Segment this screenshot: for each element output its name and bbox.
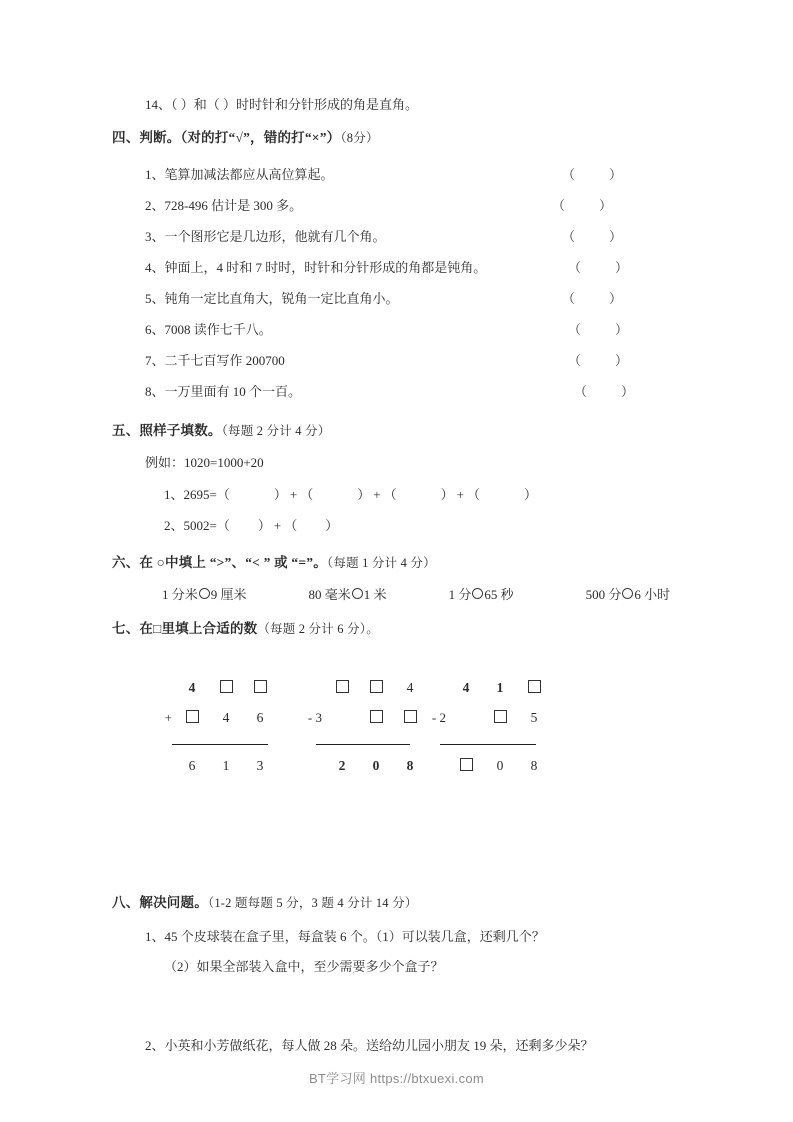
vertical-problem xyxy=(150,673,277,781)
digit: 0 xyxy=(372,758,380,773)
section-4-heading xyxy=(112,128,682,148)
result-row xyxy=(300,751,427,781)
section-6-title: 六、在 ○中填上 “>”、“< ” 或 “=”。 xyxy=(112,554,327,570)
operator-spacer xyxy=(300,680,325,696)
word-problem: （2）如果全部装入盒中，至少需要多少个盒子？ xyxy=(164,958,444,974)
decomposition-row xyxy=(112,485,682,505)
section-7-heading xyxy=(112,619,682,639)
blank-box[interactable] xyxy=(175,710,209,726)
true-false-item xyxy=(112,190,682,221)
blank-box[interactable] xyxy=(209,680,243,696)
section-7-title: 七、在□里填上合适的数 xyxy=(112,620,258,636)
comparison-item xyxy=(449,584,514,603)
blank-box-shape xyxy=(494,710,507,723)
answer-bracket[interactable]: ） xyxy=(615,352,629,368)
true-false-item xyxy=(112,221,682,252)
answer-bracket[interactable]: （ xyxy=(568,259,582,275)
word-problems xyxy=(112,927,682,1056)
answer-bracket[interactable]: （ xyxy=(562,228,576,244)
operator: - 2 xyxy=(431,710,446,725)
decomposition-row xyxy=(112,516,682,536)
answer-bracket[interactable]: （ xyxy=(562,166,576,182)
calculation-rule xyxy=(440,744,536,745)
section-5-points: （每题 2 分计 4 分） xyxy=(221,423,331,438)
digit: 5 xyxy=(530,710,538,725)
blank-box-shape xyxy=(460,758,473,771)
vertical-calculations xyxy=(112,673,682,793)
blank-box[interactable] xyxy=(359,680,393,696)
blank-box-shape xyxy=(528,680,541,693)
true-false-text: 8、一万里面有 10 个一百。 xyxy=(145,383,302,399)
true-false-item xyxy=(112,314,682,345)
word-problem: 2、小英和小芳做纸花，每人做 28 朵。送给幼儿园小朋友 19 朵，还剩多少朵？ xyxy=(145,1038,594,1054)
comparison-item xyxy=(162,584,247,603)
result-row xyxy=(150,751,277,781)
true-false-text: 4、钟面上，4 时和 7 时时，时针和分针形成的角都是钝角。 xyxy=(145,259,487,275)
section-6-points: （每题 1 分计 4 分） xyxy=(326,555,436,570)
blank-box[interactable] xyxy=(243,680,277,696)
blank-paren[interactable]: （ ） xyxy=(216,518,271,533)
true-false-text: 1、笔算加减法都应从高位算起。 xyxy=(145,166,334,182)
true-false-item xyxy=(112,283,682,314)
answer-bracket[interactable]: ） xyxy=(609,290,623,306)
blank-box[interactable] xyxy=(517,680,551,696)
digit: 6 xyxy=(256,710,264,725)
decomposition-expression: 2、5002= xyxy=(164,518,217,533)
blank-box[interactable] xyxy=(359,710,393,726)
section-4-title: 四、判断。（对的打“√”，错的打“×”） xyxy=(112,129,341,145)
blank-box[interactable] xyxy=(483,710,517,726)
blank-box[interactable] xyxy=(449,758,483,774)
section-5-rows xyxy=(112,485,682,536)
true-false-item xyxy=(112,345,682,376)
answer-bracket[interactable]: ） xyxy=(599,197,613,213)
true-false-text: 3、一个图形它是几边形，他就有几个角。 xyxy=(145,228,386,244)
blank-paren[interactable]: （ ） xyxy=(466,486,537,502)
blank-box[interactable] xyxy=(393,710,427,726)
section-8-title: 八、解决问题。 xyxy=(112,895,208,910)
true-false-text: 6、7008 读作七千八。 xyxy=(145,321,272,337)
section-5-title: 五、照样子填数。 xyxy=(112,422,222,438)
vertical-problem xyxy=(424,673,551,781)
operand-row-bottom xyxy=(424,703,551,733)
operator-spacer xyxy=(424,758,449,774)
answer-bracket[interactable]: ） xyxy=(621,383,635,399)
blank-paren[interactable]: （ ） xyxy=(216,486,287,502)
blank-paren[interactable]: （ ） xyxy=(383,486,454,502)
operator-spacer xyxy=(150,680,175,696)
comparison-right: 6 小时 xyxy=(634,586,671,602)
operator: + xyxy=(164,710,172,725)
comparison-left: 80 毫米 xyxy=(308,586,351,602)
section-8-heading xyxy=(112,893,682,913)
section-7-points: （每题 2 分计 6 分）。 xyxy=(257,621,379,636)
comparison-right: 65 秒 xyxy=(484,586,514,602)
comparison-item xyxy=(309,584,387,603)
blank-box-shape xyxy=(370,680,383,693)
comparison-left: 1 分 xyxy=(448,586,472,602)
question-14: 14、（ ）和（ ）时时针和分针形成的角是直角。 xyxy=(145,97,419,112)
answer-bracket[interactable]: （ xyxy=(552,197,566,213)
section-4-points: （8分） xyxy=(340,130,379,145)
comparison-right: 9 厘米 xyxy=(210,586,247,602)
digit: 4 xyxy=(406,680,414,695)
answer-bracket[interactable]: （ xyxy=(574,383,588,399)
true-false-text: 7、二千七百写作 200700 xyxy=(145,352,285,368)
true-false-item xyxy=(112,376,682,407)
digit: 0 xyxy=(496,758,504,773)
digit: 1 xyxy=(496,680,504,695)
digit: 4 xyxy=(222,710,230,725)
footer-watermark: BT学习网 https://btxuexi.com xyxy=(308,1071,485,1086)
answer-bracket[interactable]: ） xyxy=(609,166,623,182)
section-6-heading xyxy=(112,553,682,573)
calculation-rule xyxy=(172,744,268,745)
answer-bracket[interactable]: （ xyxy=(562,290,576,306)
operand-row-top xyxy=(150,673,277,703)
comparison-item xyxy=(586,584,671,603)
word-problem: 1、45 个皮球装在盒子里，每盒装 6 个。（1）可以装几盒，还剩几个？ xyxy=(145,929,545,945)
blank-box[interactable] xyxy=(325,680,359,696)
digit: 8 xyxy=(530,758,538,773)
digit-empty xyxy=(325,710,359,726)
operand-row-bottom xyxy=(150,703,277,733)
digit: 6 xyxy=(188,758,196,773)
answer-bracket[interactable]: （ xyxy=(568,352,582,368)
result-row xyxy=(424,751,551,781)
comparison-circle[interactable] xyxy=(199,588,210,599)
digit: 1 xyxy=(222,758,230,773)
decomposition-expression: 1、2695= xyxy=(164,486,217,502)
blank-box-shape xyxy=(186,710,199,723)
comparison-left: 500 分 xyxy=(585,586,622,602)
comparison-right: 1 米 xyxy=(363,586,387,602)
true-false-text: 2、728-496 估计是 300 多。 xyxy=(145,197,303,213)
operand-row-top xyxy=(300,673,427,703)
plus-sign: + xyxy=(373,486,381,502)
worksheet-content xyxy=(112,95,682,1056)
comparison-circle[interactable] xyxy=(622,588,633,599)
answer-bracket[interactable]: ） xyxy=(615,321,629,337)
operator-spacer xyxy=(424,680,449,696)
true-false-text: 5、钝角一定比直角大，锐角一定比直角小。 xyxy=(145,290,399,306)
blank-box-shape xyxy=(254,680,267,693)
vertical-problem xyxy=(300,673,427,781)
blank-box-shape xyxy=(336,680,349,693)
blank-paren[interactable]: （ ） xyxy=(284,518,339,533)
answer-bracket[interactable]: （ xyxy=(568,321,582,337)
digit: 2 xyxy=(338,758,346,773)
answer-bracket[interactable]: ） xyxy=(609,228,623,244)
comparison-row xyxy=(112,584,682,603)
digit: 4 xyxy=(188,680,196,695)
calculation-rule xyxy=(316,744,410,745)
section-5-example xyxy=(112,453,682,473)
operator-spacer xyxy=(150,758,175,774)
digit: 3 xyxy=(256,758,264,773)
comparison-left: 1 分米 xyxy=(162,586,198,602)
section-5-heading xyxy=(112,421,682,441)
digit: 4 xyxy=(462,680,470,695)
blank-box-shape xyxy=(370,710,383,723)
answer-bracket[interactable]: ） xyxy=(615,259,629,275)
plus-sign: + xyxy=(289,486,298,502)
plus-sign: + xyxy=(456,486,464,502)
comparison-circle[interactable] xyxy=(472,588,483,599)
operand-row-bottom xyxy=(300,703,427,733)
true-false-item xyxy=(112,159,682,190)
true-false-item xyxy=(112,252,682,283)
example-label: 例如： xyxy=(145,455,185,470)
true-false-list xyxy=(112,159,682,407)
digit-empty xyxy=(449,710,483,726)
example-expression: 1020=1000+20 xyxy=(184,455,264,470)
plus-sign: + xyxy=(273,518,282,533)
blank-box-shape xyxy=(220,680,233,693)
operand-row-top xyxy=(424,673,551,703)
operator-spacer xyxy=(300,758,325,774)
blank-box-shape xyxy=(404,710,417,723)
operator: - 3 xyxy=(307,710,322,725)
digit: 8 xyxy=(406,758,414,773)
blank-paren[interactable]: （ ） xyxy=(300,486,371,502)
section-8-points: （1-2 题每题 5 分，3 题 4 分计 14 分） xyxy=(207,896,418,910)
comparison-circle[interactable] xyxy=(352,588,363,599)
